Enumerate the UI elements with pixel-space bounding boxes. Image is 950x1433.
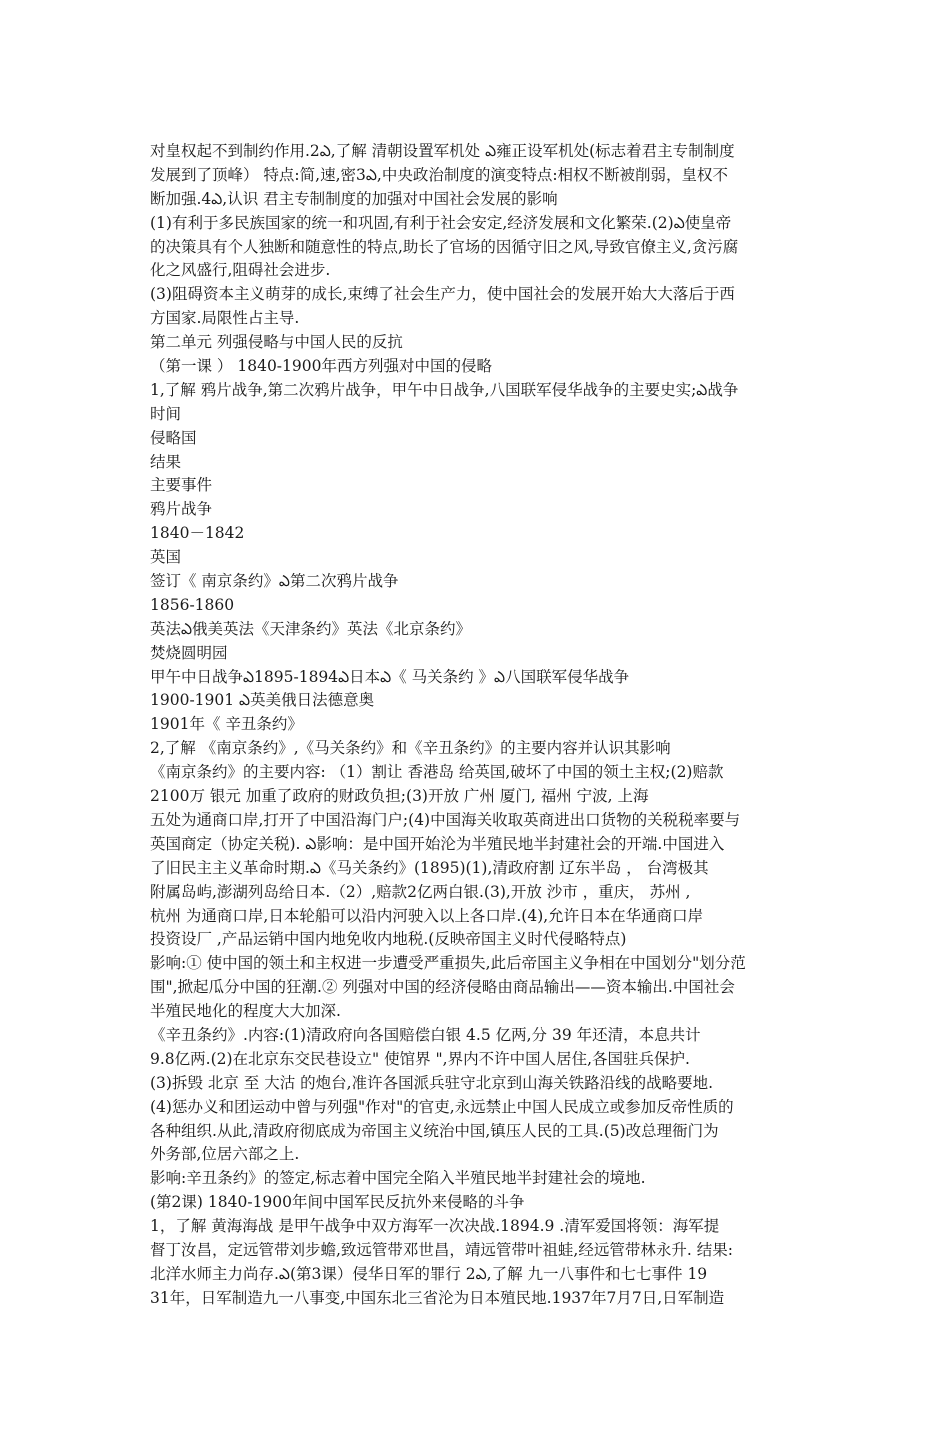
lesson-heading: （第一课 ） 1840-1900年西方列强对中国的侵略	[150, 357, 492, 376]
text-line: 《南京条约》的主要内容: （1）割让 香港岛 给英国,破坏了中国的领土主权;(2)赔款	[150, 763, 724, 782]
table-cell-text: 时间	[150, 404, 182, 423]
table-cell-text: 甲午中日战争ఎ1895-1894ఎ日本ఎ《 马关条约 》ఎ八国联军侵华战争	[150, 667, 630, 686]
text-line: 断加强.4ఎ,认识 君主专制制度的加强对中国社会发展的影响	[150, 189, 558, 208]
table-cell-text: 主要事件	[150, 476, 213, 495]
text-line: 《辛丑条约》.内容:(1)清政府向各国赔偿白银 4.5 亿两,分 39 年还清，本息共计	[150, 1025, 701, 1044]
text-line: 影响:辛丑条约》的签定,标志着中国完全陷入半殖民地半封建社会的境地.	[150, 1169, 646, 1188]
text-line: 五处为通商口岸,打开了中国沿海门户;(4)中国海关收取英商进出口货物的关税税率要与	[150, 810, 741, 829]
text-line: 方国家.局限性占主导.	[150, 309, 300, 328]
text-line: 围",掀起瓜分中国的狂潮.② 列强对中国的经济侵略由商品输出——资本输出.中国社会	[150, 978, 735, 997]
text-line: 2100万 银元 加重了政府的财政负担;(3)开放 广州 厦门, 福州 宁波, 上海	[150, 787, 649, 806]
table-cell-text: 侵略国	[150, 428, 197, 447]
table-cell-text: 结果	[150, 452, 182, 471]
text-line: 督丁汝昌，定远管带刘步蟾,致远管带邓世昌，靖远管带叶祖蛙,经远管带林永升. 结果:	[150, 1240, 733, 1259]
text-line: 附属岛屿,澎湖列岛给日本.（2）,赔款2亿两白银.(3),开放 沙市 ，重庆， 苏州 ,	[150, 882, 691, 901]
text-line: 英国商定（协定关税). ఎ影响：是中国开始沦为半殖民地半封建社会的开端.中国进入	[150, 834, 725, 853]
text-line: 的决策具有个人独断和随意性的特点,助长了官场的因循守旧之风,导致官僚主义,贪污腐	[150, 237, 739, 256]
table-cell-text: 1840－1842	[150, 524, 245, 543]
table-cell-text: 鸦片战争	[150, 500, 213, 519]
table-cell-text: 焚烧圆明园	[150, 643, 228, 662]
text-line: 1,了解 鸦片战争,第二次鸦片战争，甲午中日战争,八国联军侵华战争的主要史实;ఎ战争	[150, 380, 739, 399]
section-heading: 第二单元 列强侵略与中国人民的反抗	[150, 333, 403, 352]
text-line: 杭州 为通商口岸,日本轮船可以沿内河驶入以上各口岸.(4),允许日本在华通商口岸	[150, 906, 704, 925]
text-line: 对皇权起不到制约作用.2ఎ,了解 清朝设置军机处 ఎ雍正设军机处(标志着君主专制制度	[150, 142, 735, 160]
text-line: (3)拆毁 北京 至 大沽 的炮台,准许各国派兵驻守北京到山海关铁路沿线的战略要地.	[150, 1073, 714, 1092]
table-cell-text: 英法ఎ俄美英法《天津条约》英法《北京条约》	[150, 619, 472, 638]
text-line: 发展到了顶峰） 特点:简,速,密3ఎ,中央政治制度的演变特点:相权不断被削弱，皇权不	[150, 165, 729, 184]
text-line: (3)阻碍资本主义萌芽的成长,束缚了社会生产力，使中国社会的发展开始大大落后于西	[150, 285, 735, 304]
text-line: 外务部,位居六部之上.	[150, 1145, 300, 1164]
table-cell-text: 英国	[150, 548, 182, 567]
text-line: 了旧民主主义革命时期.ఎ《马关条约》(1895)(1),清政府割 辽东半岛 ， 台湾极其	[150, 858, 709, 877]
text-line: 31年，日军制造九一八事变,中国东北三省沦为日本殖民地.1937年7月7日,日军制造	[150, 1288, 725, 1307]
text-line: 2,了解 《南京条约》,《马关条约》和《辛丑条约》的主要内容并认识其影响	[150, 739, 671, 758]
text-line: 影响:① 使中国的领土和主权进一步遭受严重损失,此后帝国主义争相在中国划分"划分范	[150, 954, 746, 973]
table-cell-text: 1901年《 辛丑条约》	[150, 715, 303, 734]
text-line: 化之风盛行,阻碍社会进步.	[150, 261, 331, 280]
text-line: 1，了解 黄海海战 是甲午战争中双方海军一次决战.1894.9 .清军爱国将领：海军提	[150, 1217, 720, 1236]
text-line: (1)有利于多民族国家的统一和巩固,有利于社会安定,经济发展和文化繁荣.(2)ఎ使皇帝	[150, 213, 732, 232]
text-line: 半殖民地化的程度大大加深.	[150, 1002, 341, 1021]
text-line: 9.8亿两.(2)在北京东交民巷设立" 使馆界 ",界内不许中国人居住,各国驻兵保护.	[150, 1049, 690, 1068]
lesson-heading: (第2课) 1840-1900年间中国军民反抗外来侵略的斗争	[150, 1193, 525, 1212]
text-line: (4)惩办义和团运动中曾与列强"作对"的官吏,永远禁止中国人民成立或参加反帝性质的	[150, 1097, 734, 1116]
table-cell-text: 签订《 南京条约》ఎ第二次鸦片战争	[150, 572, 399, 591]
text-line: 北洋水师主力尚存.ఎ(第3课）侵华日军的罪行 2ఎ,了解 九一八事件和七七事件 19	[150, 1264, 708, 1283]
table-cell-text: 1900-1901 ఎ英美俄日法德意奥	[150, 691, 375, 710]
text-line: 各种组织.从此,清政府彻底成为帝国主义统治中国,镇压人民的工具.(5)改总理衙门为	[150, 1121, 719, 1140]
document-page	[150, 140, 860, 1311]
text-line: 投资设厂 ,产品运销中国内地免收内地税.(反映帝国主义时代侵略特点)	[150, 930, 627, 949]
table-cell-text: 1856-1860	[150, 595, 235, 614]
